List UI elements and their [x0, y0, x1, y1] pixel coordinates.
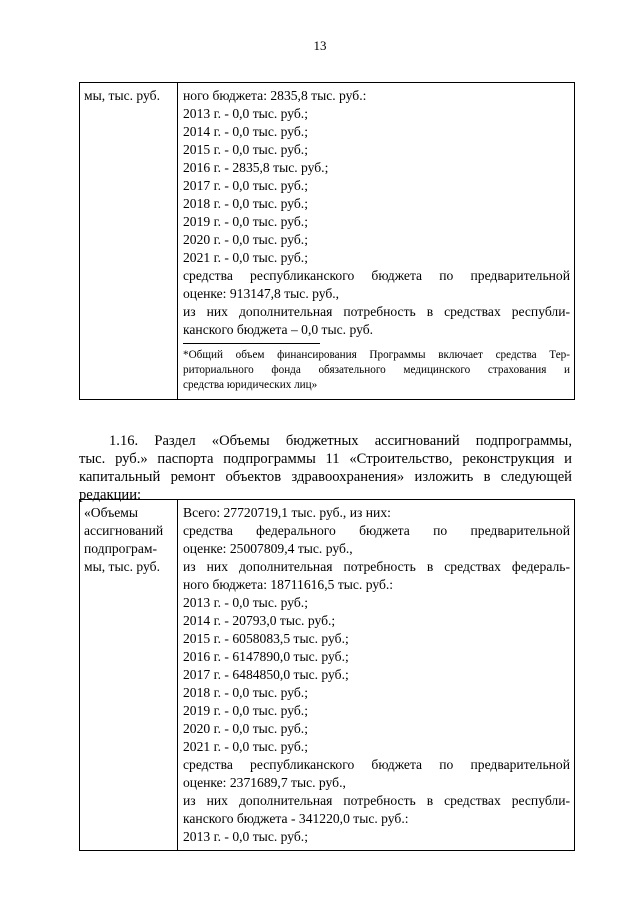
footnote-divider [183, 343, 320, 344]
paragraph-line: тыс. руб.» паспорта подпрограммы 11 «Строительство, реконструкция и [79, 451, 572, 467]
paragraph-1-16 [79, 432, 572, 504]
funding-line: средства федерального бюджета по предварительной [183, 523, 570, 538]
year-line: 2014 г. - 20793,0 тыс. руб.; [183, 613, 336, 628]
table-cell-label [80, 500, 178, 851]
funding-line: средства республиканского бюджета по предварительной [183, 757, 570, 772]
funding-table-continued [79, 82, 575, 400]
paragraph-line: капитальный ремонт объектов здравоохранения» изложить в следующей [79, 469, 572, 485]
funding-line: оценке: 913147,8 тыс. руб., [183, 286, 340, 301]
funding-line: из них дополнительная потребность в средствах республи- [183, 304, 570, 319]
year-line: 2013 г. - 0,0 тыс. руб.; [183, 829, 308, 844]
cell-label-text: мы, тыс. руб. [84, 88, 160, 103]
table-row [80, 500, 575, 851]
funding-line: канского бюджета – 0,0 тыс. руб. [183, 322, 374, 337]
table-cell-content [178, 83, 575, 400]
cell-label-text: ассигнований [84, 523, 164, 538]
funding-line: из них дополнительная потребность в средствах федераль- [183, 559, 570, 574]
footnote-line: средства юридических лиц» [183, 379, 318, 391]
funding-total: Всего: 27720719,1 тыс. руб., из них: [183, 505, 391, 520]
year-line: 2016 г. - 6147890,0 тыс. руб.; [183, 649, 349, 664]
year-line: 2013 г. - 0,0 тыс. руб.; [183, 106, 308, 121]
funding-line: оценке: 2371689,7 тыс. руб., [183, 775, 346, 790]
table-cell-content [178, 500, 575, 851]
cell-label-text: мы, тыс. руб. [84, 559, 160, 574]
funding-table-subprogram-11 [79, 499, 575, 851]
year-line: 2020 г. - 0,0 тыс. руб.; [183, 721, 308, 736]
year-line: 2017 г. - 6484850,0 тыс. руб.; [183, 667, 349, 682]
year-line: 2018 г. - 0,0 тыс. руб.; [183, 196, 308, 211]
funding-line: из них дополнительная потребность в средствах республи- [183, 793, 570, 808]
paragraph-line: редакции: [79, 487, 142, 503]
funding-line: оценке: 25007809,4 тыс. руб., [183, 541, 353, 556]
year-line: 2014 г. - 0,0 тыс. руб.; [183, 124, 308, 139]
year-line: 2019 г. - 0,0 тыс. руб.; [183, 703, 308, 718]
year-line: 2021 г. - 0,0 тыс. руб.; [183, 739, 308, 754]
cell-label-text: подпрограм- [84, 541, 157, 556]
footnote-line: риториального фонда обязательного медицинского страхования и [183, 364, 570, 376]
paragraph-line: 1.16. Раздел «Объемы бюджетных ассигнований подпрограммы, [109, 433, 572, 449]
year-line: 2015 г. - 6058083,5 тыс. руб.; [183, 631, 349, 646]
year-line: 2020 г. - 0,0 тыс. руб.; [183, 232, 308, 247]
funding-line: ного бюджета: 18711616,5 тыс. руб.: [183, 577, 394, 592]
table-row [80, 83, 575, 400]
funding-line: средства республиканского бюджета по предварительной [183, 268, 570, 283]
year-line: 2021 г. - 0,0 тыс. руб.; [183, 250, 308, 265]
year-line: 2015 г. - 0,0 тыс. руб.; [183, 142, 308, 157]
year-line: 2013 г. - 0,0 тыс. руб.; [183, 595, 308, 610]
funding-line: ного бюджета: 2835,8 тыс. руб.: [183, 88, 367, 103]
year-line: 2016 г. - 2835,8 тыс. руб.; [183, 160, 329, 175]
footnote-line: *Общий объем финансирования Программы включает средства Тер- [183, 349, 570, 361]
table-cell-label [80, 83, 178, 400]
year-line: 2018 г. - 0,0 тыс. руб.; [183, 685, 308, 700]
footnote [183, 348, 570, 393]
year-line: 2017 г. - 0,0 тыс. руб.; [183, 178, 308, 193]
page-number: 13 [313, 38, 327, 53]
cell-label-text: «Объемы [84, 505, 138, 520]
funding-line: канского бюджета - 341220,0 тыс. руб.: [183, 811, 409, 826]
year-line: 2019 г. - 0,0 тыс. руб.; [183, 214, 308, 229]
